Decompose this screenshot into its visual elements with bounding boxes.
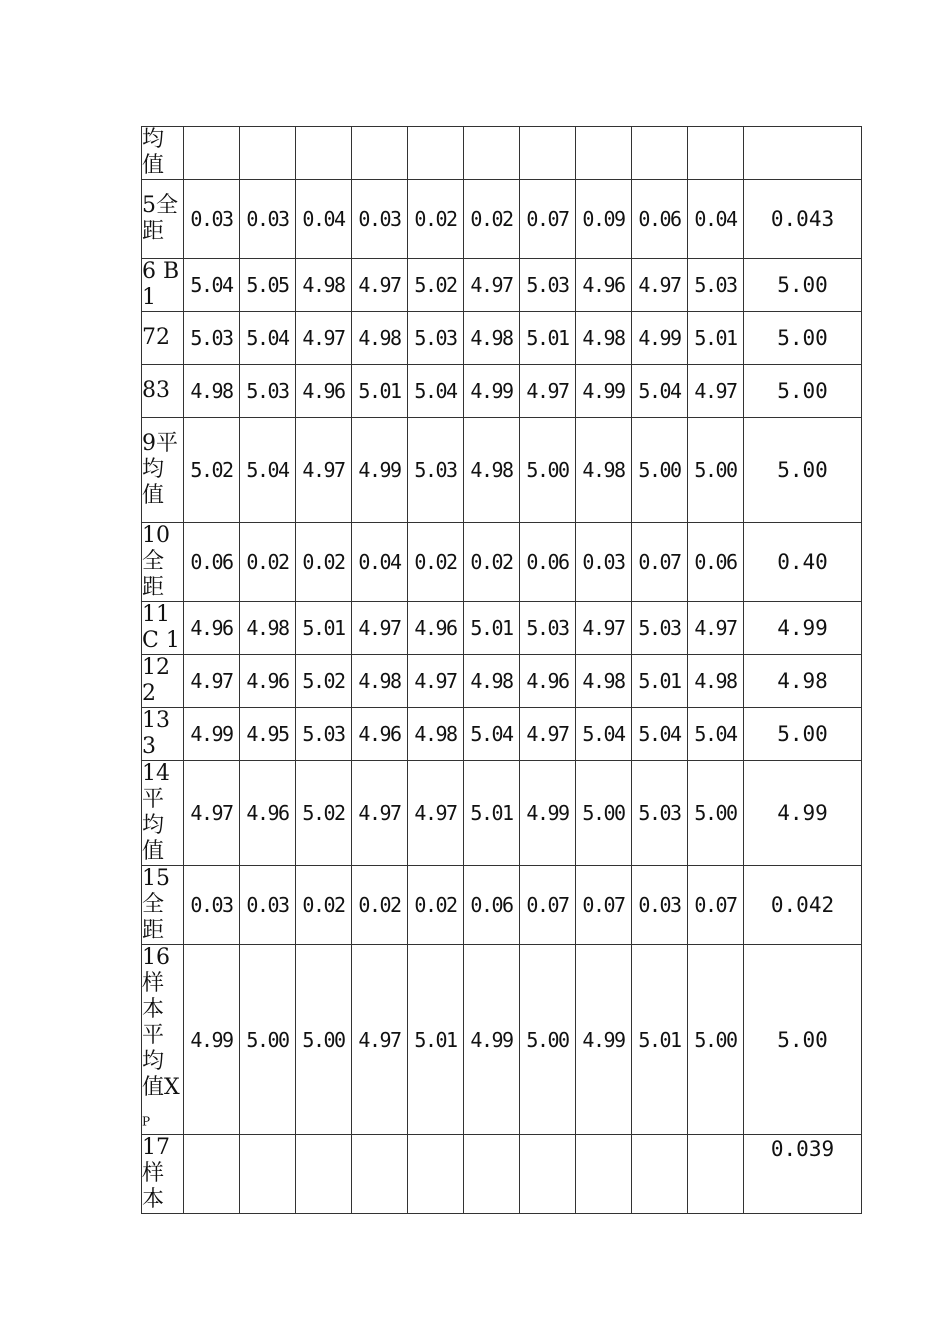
row-label-text: 5全距: [142, 193, 178, 244]
value-cell: 4.98: [464, 312, 520, 365]
value-cell: 4.97: [408, 655, 464, 708]
value-cell: 0.02: [352, 866, 408, 945]
value-cell: 4.98: [464, 655, 520, 708]
value-cell: 0.03: [632, 866, 688, 945]
value-cell: 4.98: [576, 418, 632, 523]
value-cell: 5.04: [576, 708, 632, 761]
value-cell: 5.03: [408, 312, 464, 365]
value-cell: [296, 127, 352, 180]
value-cell: 4.98: [352, 655, 408, 708]
value-cell: 0.02: [240, 523, 296, 602]
table-row: [142, 127, 862, 180]
row-label: [142, 127, 184, 180]
row-label: [142, 655, 184, 708]
value-cell: 5.01: [632, 945, 688, 1135]
summary-cell: [744, 127, 862, 180]
value-cell: [688, 1135, 744, 1214]
table-row: [142, 259, 862, 312]
value-cell: 5.01: [520, 312, 576, 365]
summary-cell: 4.99: [744, 761, 862, 866]
value-cell: 5.04: [632, 365, 688, 418]
value-cell: 5.03: [296, 708, 352, 761]
value-cell: 4.96: [352, 708, 408, 761]
value-cell: 4.97: [184, 655, 240, 708]
value-cell: 4.99: [464, 945, 520, 1135]
row-label-text: 9平均值: [142, 431, 178, 508]
row-label-text: 133: [142, 708, 170, 759]
value-cell: 4.97: [688, 365, 744, 418]
value-cell: 4.97: [520, 365, 576, 418]
value-cell: 5.04: [408, 365, 464, 418]
value-cell: 5.04: [240, 312, 296, 365]
table-row: [142, 602, 862, 655]
row-label-text: 10全距: [142, 523, 170, 600]
table-row: [142, 708, 862, 761]
value-cell: 5.02: [184, 418, 240, 523]
row-label: [142, 602, 184, 655]
value-cell: [408, 1135, 464, 1214]
value-cell: 0.06: [520, 523, 576, 602]
summary-cell: 5.00: [744, 312, 862, 365]
value-cell: 0.07: [688, 866, 744, 945]
table-row: [142, 523, 862, 602]
value-cell: 4.99: [464, 365, 520, 418]
table-row: [142, 866, 862, 945]
value-cell: 4.98: [688, 655, 744, 708]
value-cell: 4.97: [632, 259, 688, 312]
value-cell: 5.00: [688, 418, 744, 523]
value-cell: 5.03: [632, 761, 688, 866]
value-cell: 5.00: [688, 761, 744, 866]
value-cell: 0.02: [296, 523, 352, 602]
value-cell: 5.01: [688, 312, 744, 365]
value-cell: [464, 1135, 520, 1214]
value-cell: [184, 1135, 240, 1214]
row-label: [142, 259, 184, 312]
value-cell: 4.97: [688, 602, 744, 655]
value-cell: 5.00: [520, 418, 576, 523]
row-label: [142, 708, 184, 761]
value-cell: 0.06: [632, 180, 688, 259]
table-body: [142, 127, 862, 1214]
value-cell: 0.07: [576, 866, 632, 945]
value-cell: 0.06: [184, 523, 240, 602]
value-cell: 5.04: [632, 708, 688, 761]
table-row: [142, 1135, 862, 1214]
value-cell: 0.04: [688, 180, 744, 259]
row-label-text: 11C 1: [142, 602, 180, 653]
table-row: [142, 180, 862, 259]
value-cell: [352, 127, 408, 180]
value-cell: 0.03: [352, 180, 408, 259]
value-cell: [632, 127, 688, 180]
value-cell: 5.00: [520, 945, 576, 1135]
value-cell: 4.96: [408, 602, 464, 655]
value-cell: 5.04: [184, 259, 240, 312]
summary-cell: 5.00: [744, 945, 862, 1135]
value-cell: [576, 1135, 632, 1214]
value-cell: [576, 127, 632, 180]
row-label: [142, 866, 184, 945]
value-cell: 4.98: [408, 708, 464, 761]
value-cell: 4.97: [576, 602, 632, 655]
row-label: [142, 523, 184, 602]
value-cell: 5.05: [240, 259, 296, 312]
value-cell: 5.03: [688, 259, 744, 312]
row-label: [142, 418, 184, 523]
value-cell: 4.97: [352, 761, 408, 866]
value-cell: 0.07: [520, 180, 576, 259]
value-cell: 4.95: [240, 708, 296, 761]
value-cell: 0.02: [296, 866, 352, 945]
value-cell: [688, 127, 744, 180]
value-cell: [520, 1135, 576, 1214]
value-cell: [296, 1135, 352, 1214]
value-cell: [184, 127, 240, 180]
row-label: [142, 312, 184, 365]
value-cell: 0.02: [408, 523, 464, 602]
value-cell: 4.99: [184, 708, 240, 761]
value-cell: [240, 127, 296, 180]
value-cell: 0.06: [688, 523, 744, 602]
summary-cell: 0.039: [744, 1135, 862, 1214]
value-cell: 5.03: [184, 312, 240, 365]
value-cell: 0.02: [464, 523, 520, 602]
value-cell: 4.96: [296, 365, 352, 418]
value-cell: 4.98: [184, 365, 240, 418]
value-cell: 4.96: [520, 655, 576, 708]
row-label-subscript: P: [142, 1114, 151, 1129]
value-cell: 4.98: [576, 312, 632, 365]
table-row: [142, 418, 862, 523]
summary-cell: 4.99: [744, 602, 862, 655]
value-cell: 4.98: [576, 655, 632, 708]
value-cell: 5.01: [296, 602, 352, 655]
value-cell: 4.99: [632, 312, 688, 365]
row-label-text: 6 B1: [142, 259, 180, 310]
value-cell: 0.03: [240, 866, 296, 945]
value-cell: 0.03: [576, 523, 632, 602]
value-cell: [520, 127, 576, 180]
value-cell: 4.99: [576, 945, 632, 1135]
value-cell: 0.06: [464, 866, 520, 945]
value-cell: 5.04: [688, 708, 744, 761]
row-label-text: 17样本: [142, 1135, 170, 1213]
value-cell: 4.96: [184, 602, 240, 655]
value-cell: 5.04: [240, 418, 296, 523]
table-row: [142, 365, 862, 418]
value-cell: 5.01: [464, 602, 520, 655]
value-cell: 4.97: [184, 761, 240, 866]
value-cell: 5.00: [632, 418, 688, 523]
value-cell: 4.96: [240, 761, 296, 866]
value-cell: 0.07: [632, 523, 688, 602]
summary-cell: 5.00: [744, 365, 862, 418]
value-cell: 4.97: [464, 259, 520, 312]
value-cell: 4.96: [240, 655, 296, 708]
value-cell: [464, 127, 520, 180]
row-label-text: 14平均值: [142, 761, 170, 864]
summary-cell: 5.00: [744, 708, 862, 761]
row-label-text: 83: [142, 378, 170, 403]
value-cell: 5.00: [240, 945, 296, 1135]
value-cell: 5.00: [688, 945, 744, 1135]
table-row: [142, 945, 862, 1135]
value-cell: 4.97: [352, 602, 408, 655]
table-row: [142, 312, 862, 365]
value-cell: 5.01: [464, 761, 520, 866]
value-cell: 4.99: [576, 365, 632, 418]
row-label-text: 15全距: [142, 866, 170, 943]
value-cell: 5.01: [352, 365, 408, 418]
value-cell: 0.09: [576, 180, 632, 259]
value-cell: 5.00: [576, 761, 632, 866]
value-cell: 5.03: [408, 418, 464, 523]
value-cell: [352, 1135, 408, 1214]
row-label-text: 16样本平均值X: [142, 945, 180, 1100]
value-cell: 0.03: [240, 180, 296, 259]
value-cell: 5.03: [520, 259, 576, 312]
data-table: [141, 126, 862, 1214]
summary-cell: 4.98: [744, 655, 862, 708]
value-cell: 4.98: [296, 259, 352, 312]
value-cell: 5.04: [464, 708, 520, 761]
table-row: [142, 761, 862, 866]
value-cell: 4.97: [296, 418, 352, 523]
value-cell: [240, 1135, 296, 1214]
value-cell: 0.02: [408, 866, 464, 945]
value-cell: 5.03: [520, 602, 576, 655]
value-cell: 4.97: [352, 945, 408, 1135]
value-cell: [408, 127, 464, 180]
summary-cell: 0.042: [744, 866, 862, 945]
table-row: [142, 655, 862, 708]
value-cell: 0.02: [464, 180, 520, 259]
row-label-text: 72: [142, 325, 170, 350]
value-cell: 5.02: [296, 655, 352, 708]
value-cell: 4.98: [240, 602, 296, 655]
summary-cell: 0.043: [744, 180, 862, 259]
value-cell: 4.97: [520, 708, 576, 761]
value-cell: 4.97: [352, 259, 408, 312]
value-cell: 5.02: [408, 259, 464, 312]
row-label: [142, 1135, 184, 1214]
value-cell: 5.03: [632, 602, 688, 655]
value-cell: 5.03: [240, 365, 296, 418]
value-cell: 5.01: [632, 655, 688, 708]
value-cell: 0.02: [408, 180, 464, 259]
value-cell: 0.04: [296, 180, 352, 259]
row-label-text: 均值: [142, 127, 165, 178]
row-label: [142, 945, 184, 1135]
value-cell: 4.96: [576, 259, 632, 312]
row-label: [142, 761, 184, 866]
value-cell: 5.01: [408, 945, 464, 1135]
value-cell: 4.97: [408, 761, 464, 866]
row-label: [142, 365, 184, 418]
summary-cell: 0.40: [744, 523, 862, 602]
value-cell: 5.02: [296, 761, 352, 866]
summary-cell: 5.00: [744, 418, 862, 523]
value-cell: 0.03: [184, 180, 240, 259]
value-cell: 0.03: [184, 866, 240, 945]
value-cell: 0.07: [520, 866, 576, 945]
value-cell: 5.00: [296, 945, 352, 1135]
summary-cell: 5.00: [744, 259, 862, 312]
value-cell: [632, 1135, 688, 1214]
value-cell: 4.99: [352, 418, 408, 523]
value-cell: 4.98: [352, 312, 408, 365]
value-cell: 4.97: [296, 312, 352, 365]
value-cell: 4.98: [464, 418, 520, 523]
value-cell: 4.99: [520, 761, 576, 866]
row-label: [142, 180, 184, 259]
value-cell: 0.04: [352, 523, 408, 602]
value-cell: 4.99: [184, 945, 240, 1135]
row-label-text: 122: [142, 655, 170, 706]
